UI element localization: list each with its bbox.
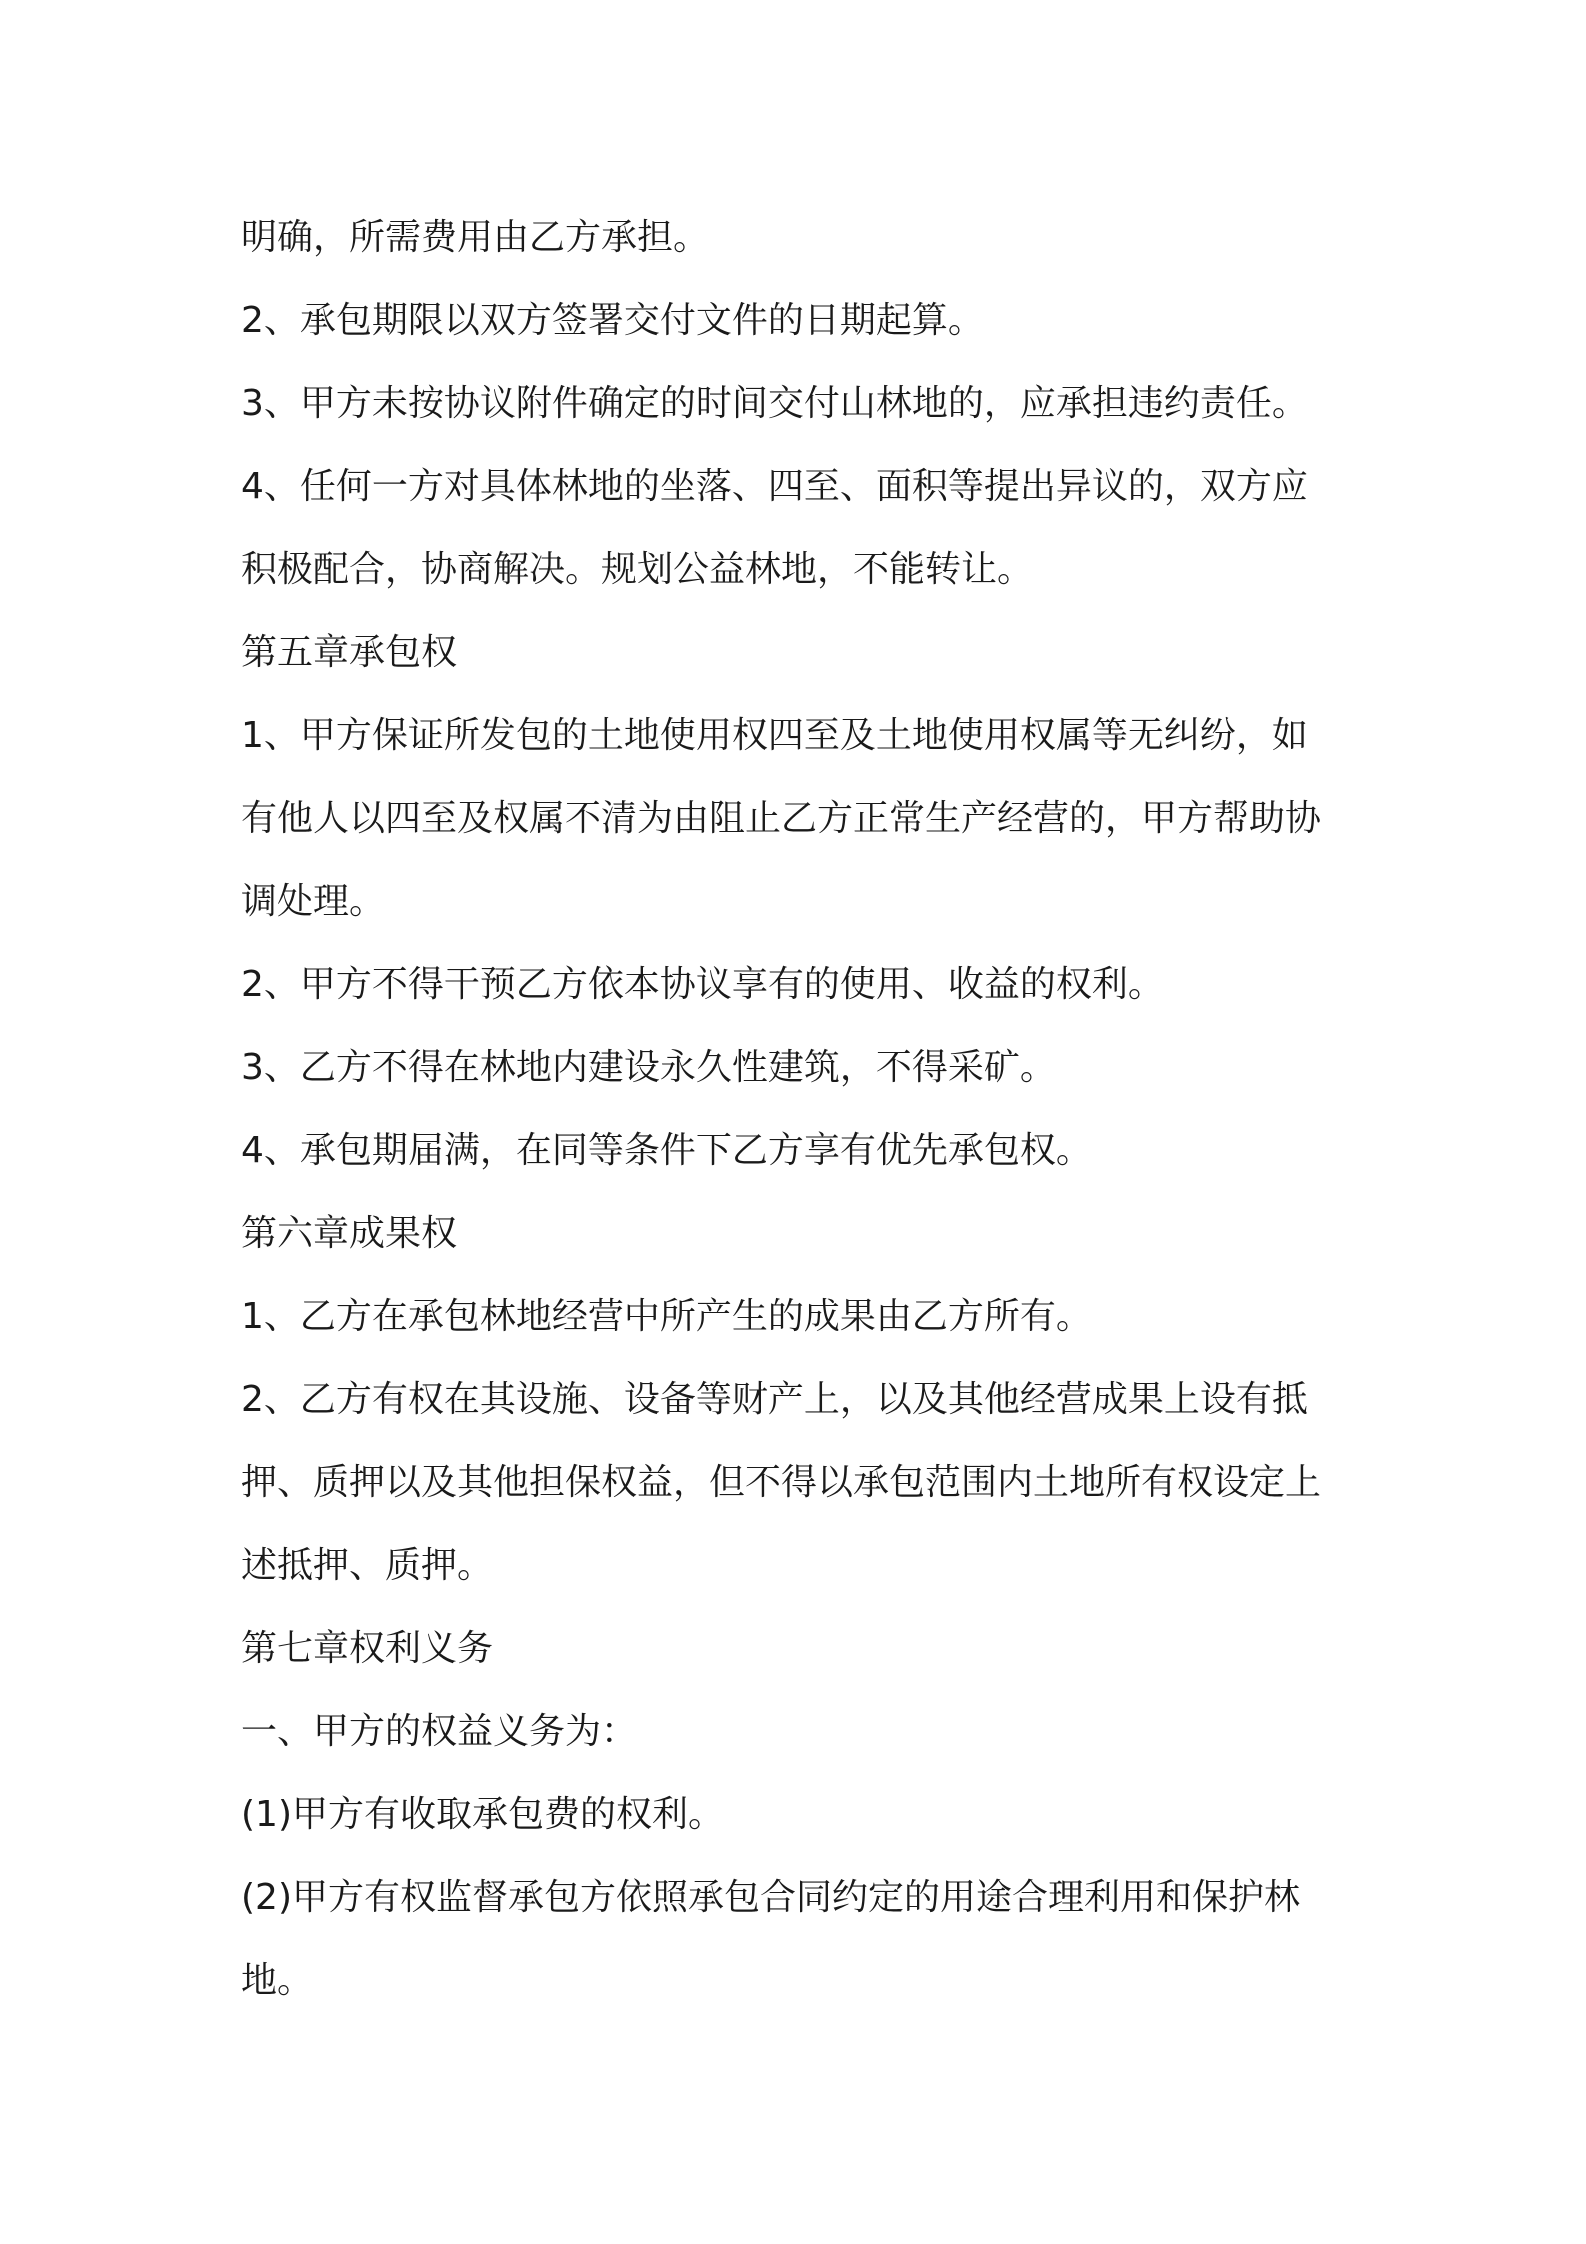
paragraph-line: 2、承包期限以双方签署交付文件的日期起算。 xyxy=(241,300,984,341)
paragraph-line: 明确，所需费用由乙方承担。 xyxy=(241,217,710,258)
chapter-heading: 第七章权利义务 xyxy=(241,1628,494,1669)
chapter-heading: 第六章成果权 xyxy=(241,1213,458,1254)
paragraph-line: 1、甲方保证所发包的土地使用权四至及土地使用权属等无纠纷，如 xyxy=(241,715,1308,756)
paragraph-line: (1)甲方有收取承包费的权利。 xyxy=(241,1794,724,1835)
paragraph-line: 述抵押、质押。 xyxy=(241,1545,494,1586)
paragraph-line: 积极配合，协商解决。规划公益林地，不能转让。 xyxy=(241,549,1034,590)
chapter-heading: 第五章承包权 xyxy=(241,632,458,673)
paragraph-line: 3、乙方不得在林地内建设永久性建筑，不得采矿。 xyxy=(241,1047,1056,1088)
paragraph-line: 4、任何一方对具体林地的坐落、四至、面积等提出异议的，双方应 xyxy=(241,466,1308,507)
paragraph-line: 1、乙方在承包林地经营中所产生的成果由乙方所有。 xyxy=(241,1296,1092,1337)
paragraph-line: 3、甲方未按协议附件确定的时间交付山林地的，应承担违约责任。 xyxy=(241,383,1308,424)
paragraph-line: 有他人以四至及权属不清为由阻止乙方正常生产经营的，甲方帮助协 xyxy=(241,798,1322,839)
paragraph-line: (2)甲方有权监督承包方依照承包合同约定的用途合理利用和保护林 xyxy=(241,1877,1300,1918)
paragraph-line: 调处理。 xyxy=(241,881,386,922)
section-heading: 一、甲方的权益义务为： xyxy=(241,1711,638,1752)
paragraph-line: 2、甲方不得干预乙方依本协议享有的使用、收益的权利。 xyxy=(241,964,1164,1005)
paragraph-line: 4、承包期届满，在同等条件下乙方享有优先承包权。 xyxy=(241,1130,1092,1171)
paragraph-line: 地。 xyxy=(241,1960,314,2001)
paragraph-line: 2、乙方有权在其设施、设备等财产上，以及其他经营成果上设有抵 xyxy=(241,1379,1308,1420)
document-body xyxy=(241,196,1361,2022)
paragraph-line: 押、质押以及其他担保权益，但不得以承包范围内土地所有权设定上 xyxy=(241,1462,1322,1503)
